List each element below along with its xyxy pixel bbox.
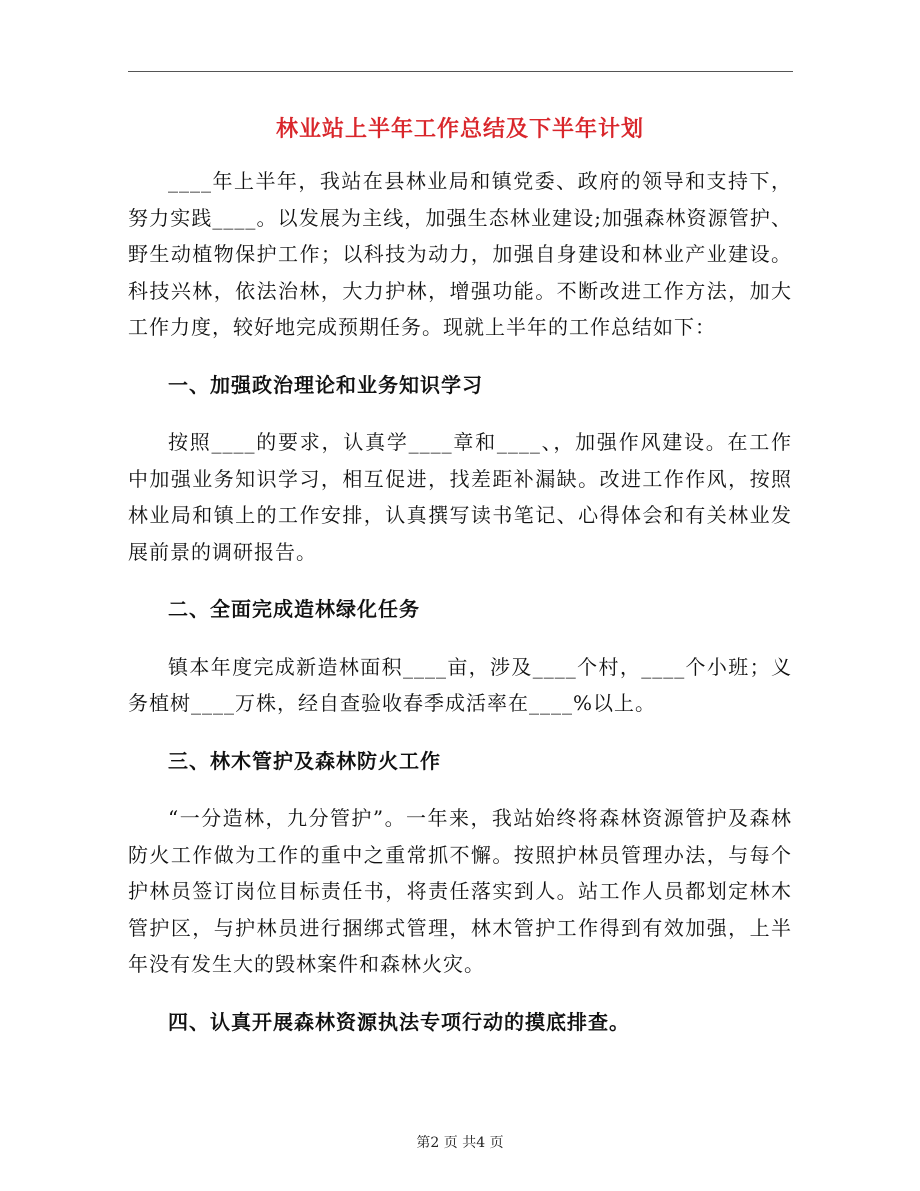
- section-body-2: 镇本年度完成新造林面积____亩，涉及____个村，____个小班；义务植树____万株，经自查验收春季成活率在____%以上。: [128, 654, 792, 715]
- section-heading-4: 四、认真开展森林资源执法专项行动的摸底排查。: [168, 1009, 630, 1034]
- intro-paragraph: ____年上半年，我站在县林业局和镇党委、政府的领导和支持下，努力实践____。以发展为主线，加强生态林业建设;加强森林资源管护、野生动植物保护工作；以科技为动力，加强自身建设和林业产业建设。科技兴林，依法治林，大力护林，增强功能。不断改进工作方法，加大工作力度，较好地完成预期任务。现就上半年的工作总结如下：: [128, 169, 792, 339]
- section-heading-1: 一、加强政治理论和业务知识学习: [168, 372, 483, 397]
- section-body-3: “一分造林，九分管护”。一年来，我站始终将森林资源管护及森林防火工作做为工作的重中之重常抓不懈。按照护林员管理办法，与每个护林员签订岗位目标责任书，将责任落实到人。站工作人员都划定林木管护区，与护林员进行捆绑式管理，林木管护工作得到有效加强，上半年没有发生大的毁林案件和森林火灾。: [128, 806, 792, 976]
- header-rule: [128, 71, 793, 72]
- section-heading-3: 三、林木管护及森林防火工作: [168, 748, 441, 773]
- section-heading-2: 二、全面完成造林绿化任务: [168, 597, 420, 621]
- section-body-1: 按照____的要求，认真学____章和____、，加强作风建设。在工作中加强业务知识学习，相互促进，找差距补漏缺。改进工作作风，按照林业局和镇上的工作安排，认真撰写读书笔记、心得体会和有关林业发展前景的调研报告。: [128, 430, 792, 564]
- page-number: 第2 页 共4 页: [416, 1135, 504, 1151]
- document-body: [128, 163, 792, 1061]
- document-title: 林业站上半年工作总结及下半年计划: [275, 116, 644, 142]
